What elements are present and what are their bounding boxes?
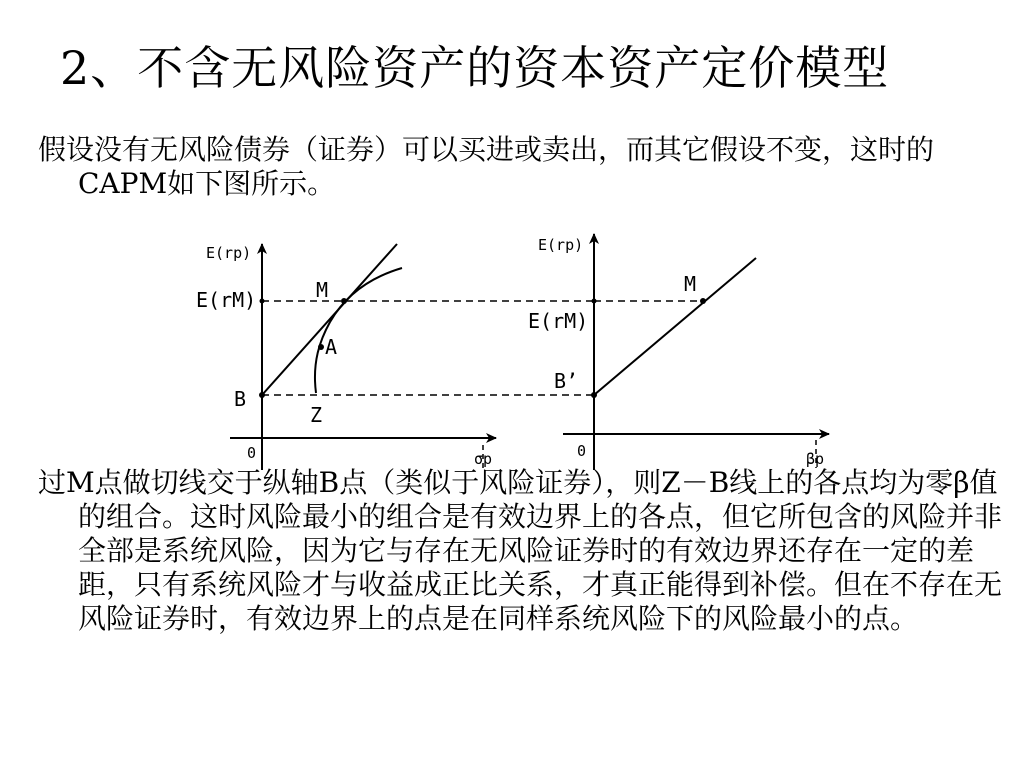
left-panel bbox=[196, 244, 592, 470]
explanation-paragraph bbox=[38, 466, 1013, 636]
right-origin-label: 0 bbox=[577, 442, 587, 460]
left-em-axis-dot bbox=[260, 299, 265, 304]
left-x-axis-label: σp bbox=[474, 450, 493, 468]
left-origin-label: 0 bbox=[247, 444, 257, 462]
right-point-m bbox=[700, 298, 706, 304]
slide-title: 2、不含无风险资产的资本资产定价模型 bbox=[60, 41, 890, 95]
point-m bbox=[341, 298, 347, 304]
tangent-line-bm bbox=[262, 244, 397, 395]
point-a bbox=[318, 344, 324, 350]
intro-text: 假设没有无风险债券（证券）可以买进或卖出，而其它假设不变，这时的CAPM如下图所示。 bbox=[38, 133, 935, 200]
zero-beta-line bbox=[594, 258, 756, 395]
right-panel bbox=[528, 234, 829, 470]
right-y-axis-label: E(rp) bbox=[538, 236, 584, 254]
right-m-label: M bbox=[684, 272, 697, 296]
right-em-axis-dot bbox=[592, 299, 597, 304]
left-a-label: A bbox=[325, 335, 338, 359]
point-b-prime bbox=[591, 392, 597, 398]
right-em-label: E(rM) bbox=[528, 309, 589, 333]
point-b bbox=[259, 392, 265, 398]
left-b-label: B bbox=[234, 387, 247, 411]
explanation-text: 过M点做切线交于纵轴B点（类似于风险证券），则Z－B线上的各点均为零β值的组合。这时风险最小的组合是有效边界上的各点，但它所包含的风险并非全部是系统风险，因为它与存在无风险证券时的有效边界还存在一定的差距，只有系统风险才与收益成正比关系，才真正能得到补偿。但在不存在无风险证券时，有效边界上的点是在同样系统风险下的风险最小的点。 bbox=[38, 466, 1003, 635]
right-b-prime-label: B’ bbox=[554, 369, 579, 393]
left-y-axis-label: E(rp) bbox=[206, 244, 252, 262]
left-m-label: M bbox=[316, 278, 329, 302]
left-z-label: Z bbox=[310, 403, 323, 427]
left-em-label: E(rM) bbox=[196, 288, 257, 312]
right-x-axis-label: βp bbox=[806, 450, 825, 468]
